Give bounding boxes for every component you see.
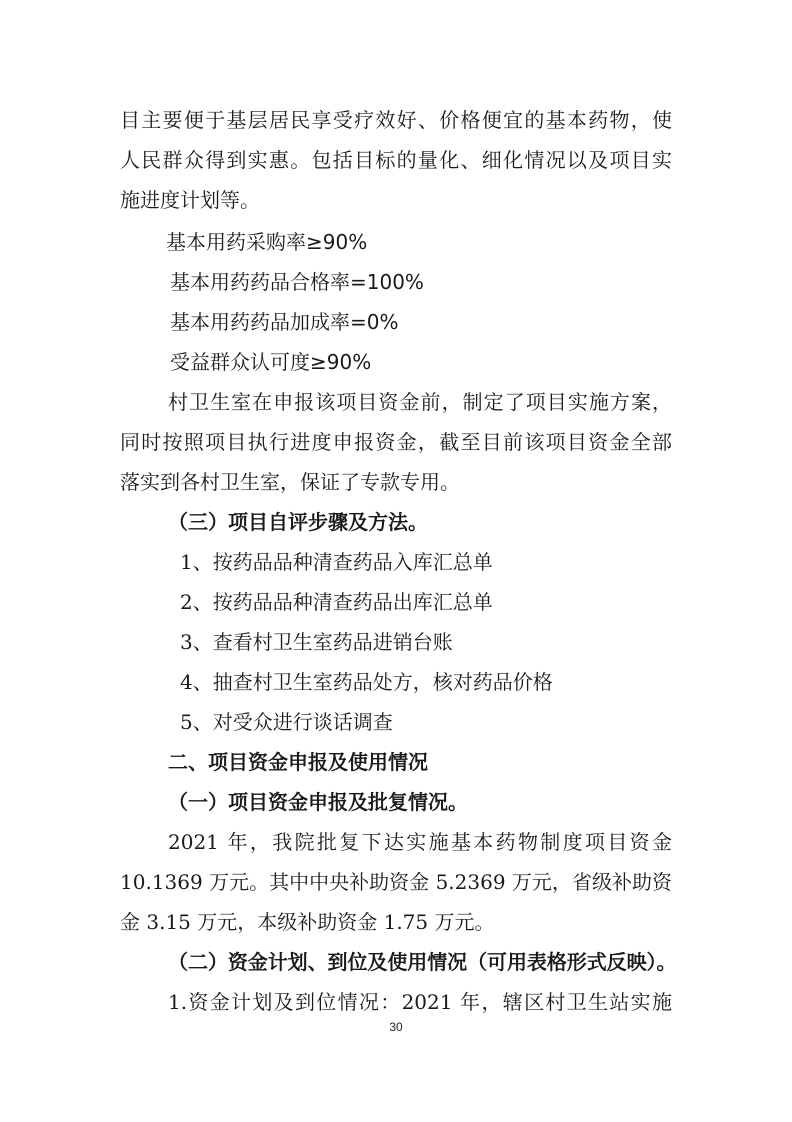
step-item: 5、对受众进行谈话调查 — [180, 710, 393, 734]
paragraph-line: 10.1369 万元。其中中央补助资金 5.2369 万元，省级补助资 — [120, 870, 672, 894]
paragraph-line: 施进度计划等。 — [120, 188, 260, 212]
section-heading: 二、项目资金申报及使用情况 — [168, 750, 428, 774]
subsection-heading: （三）项目自评步骤及方法。 — [168, 510, 428, 534]
indicator-item: 基本用药采购率≥90% — [166, 230, 368, 254]
paragraph-line: 人民群众得到实惠。包括目标的量化、细化情况以及项目实 — [120, 148, 672, 172]
subsection-heading: （二）资金计划、到位及使用情况（可用表格形式反映）。 — [168, 950, 676, 974]
page-number: 30 — [389, 1020, 403, 1034]
indicator-item: 基本用药药品合格率=100% — [170, 270, 424, 294]
indicator-item: 基本用药药品加成率=0% — [170, 310, 399, 334]
paragraph-line: 同时按照项目执行进度申报资金，截至目前该项目资金全部 — [120, 430, 672, 454]
step-item: 1、按药品品种清查药品入库汇总单 — [180, 550, 493, 574]
step-item: 4、抽查村卫生室药品处方，核对药品价格 — [180, 670, 553, 694]
step-item: 3、查看村卫生室药品进销台账 — [180, 630, 453, 654]
paragraph-line: 村卫生室在申报该项目资金前，制定了项目实施方案， — [168, 390, 672, 414]
paragraph-line: 1.资金计划及到位情况：2021 年，辖区村卫生站实施 — [168, 990, 672, 1014]
paragraph-line: 2021 年，我院批复下达实施基本药物制度项目资金 — [168, 830, 672, 854]
paragraph-line: 目主要便于基层居民享受疗效好、价格便宜的基本药物，使 — [120, 108, 672, 132]
paragraph-line: 金 3.15 万元，本级补助资金 1.75 万元。 — [120, 910, 495, 934]
step-item: 2、按药品品种清查药品出库汇总单 — [180, 590, 493, 614]
subsection-heading: （一）项目资金申报及批复情况。 — [168, 790, 468, 814]
indicator-item: 受益群众认可度≥90% — [170, 350, 372, 374]
paragraph-line: 落实到各村卫生室，保证了专款专用。 — [120, 470, 460, 494]
